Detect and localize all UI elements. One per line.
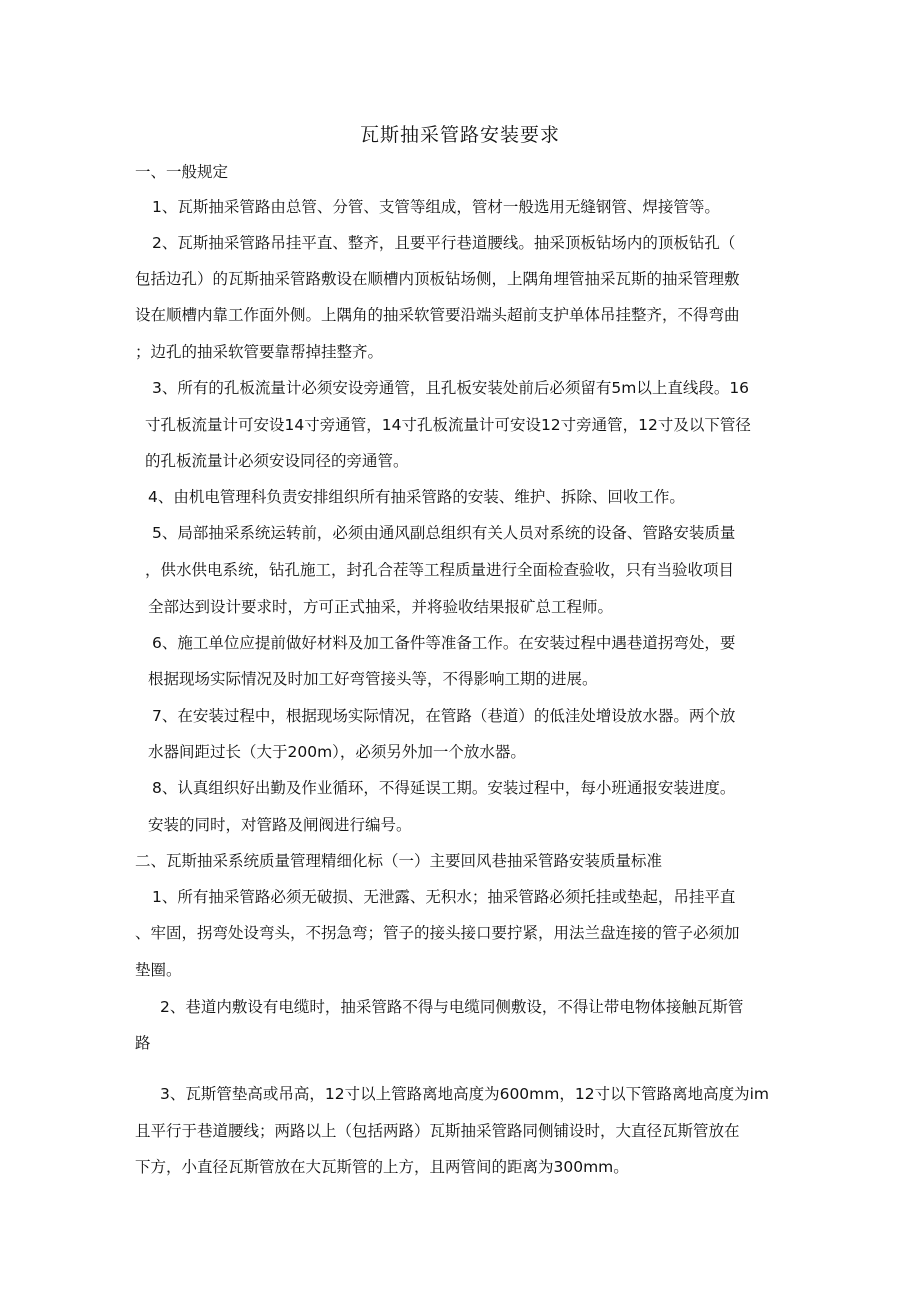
paragraph-line: 2、巷道内敷设有电缆时，抽采管路不得与电缆同侧敷设，不得让带电物体接触瓦斯管 — [160, 998, 744, 1016]
paragraph-line: 下方，小直径瓦斯管放在大瓦斯管的上方，且两管间的距离为300mm。 — [135, 1158, 629, 1176]
paragraph-line: 水器间距过长（大于200m），必须另外加一个放水器。 — [148, 743, 526, 761]
paragraph-line: 6、施工单位应提前做好材料及加工备件等准备工作。在安装过程中遇巷道拐弯处，要 — [152, 634, 736, 652]
paragraph-line: 根据现场实际情况及时加工好弯管接头等，不得影响工期的进展。 — [148, 670, 598, 688]
paragraph-line: 3、瓦斯管垫高或吊高，12寸以上管路离地高度为600mm，12寸以下管路离地高度为im — [160, 1085, 769, 1103]
section-heading-1: 一、一般规定 — [135, 163, 229, 181]
paragraph-line: ，供水供电系统，钻孔施工，封孔合茬等工程质量进行全面检查验收，只有当验收项目 — [145, 561, 735, 579]
paragraph-line: 7、在安装过程中，根据现场实际情况，在管路（巷道）的低洼处增设放水器。两个放 — [152, 707, 736, 725]
paragraph-line: 2、瓦斯抽采管路吊挂平直、整齐，且要平行巷道腰线。抽采顶板钻场内的顶板钻孔（ — [152, 234, 736, 252]
paragraph-line: 8、认真组织好出勤及作业循环，不得延误工期。安装过程中，每小班通报安装进度。 — [152, 779, 736, 797]
section-heading-2: 二、瓦斯抽采系统质量管理精细化标（一）主要回风巷抽采管路安装质量标准 — [135, 852, 663, 870]
paragraph-line: 设在顺槽内靠工作面外侧。上隅角的抽采软管要沿端头超前支护单体吊挂整齐，不得弯曲 — [135, 306, 740, 324]
paragraph-line: 1、瓦斯抽采管路由总管、分管、支管等组成，管材一般选用无缝钢管、焊接管等。 — [152, 198, 720, 216]
paragraph-line: 安装的同时，对管路及闸阀进行编号。 — [148, 816, 412, 834]
paragraph-line: 包括边孔）的瓦斯抽采管路敷设在顺槽内顶板钻场侧，上隅角埋管抽采瓦斯的抽采管理敷 — [135, 270, 740, 288]
paragraph-line: 全部达到设计要求时，方可正式抽采，并将验收结果报矿总工程师。 — [148, 598, 614, 616]
paragraph-line: 、牢固，拐弯处设弯头，不拐急弯；管子的接头接口要拧紧，用法兰盘连接的管子必须加 — [135, 924, 740, 942]
paragraph-line: 4、由机电管理科负责安排组织所有抽采管路的安装、维护、拆除、回收工作。 — [148, 488, 685, 506]
paragraph-line: 垫圈。 — [135, 961, 182, 979]
document-title: 瓦斯抽采管路安装要求 — [359, 124, 560, 146]
paragraph-line: 且平行于巷道腰线；两路以上（包括两路）瓦斯抽采管路同侧铺设时，大直径瓦斯管放在 — [135, 1122, 740, 1140]
paragraph-line: 5、局部抽采系统运转前，必须由通风副总组织有关人员对系统的设备、管路安装质量 — [152, 524, 736, 542]
paragraph-line: 的孔板流量计必须安设同径的旁通管。 — [145, 452, 409, 470]
paragraph-line: 寸孔板流量计可安设14寸旁通管，14寸孔板流量计可安设12寸旁通管，12寸及以下管径 — [145, 416, 751, 434]
paragraph-line: 3、所有的孔板流量计必须安设旁通管，且孔板安装处前后必须留有5m以上直线段。16 — [152, 379, 750, 397]
paragraph-line: 路 — [135, 1034, 151, 1052]
paragraph-line: 1、所有抽采管路必须无破损、无泄露、无积水；抽采管路必须托挂或垫起，吊挂平直 — [152, 888, 736, 906]
paragraph-line: ；边孔的抽采软管要靠帮掉挂整齐。 — [135, 343, 384, 361]
